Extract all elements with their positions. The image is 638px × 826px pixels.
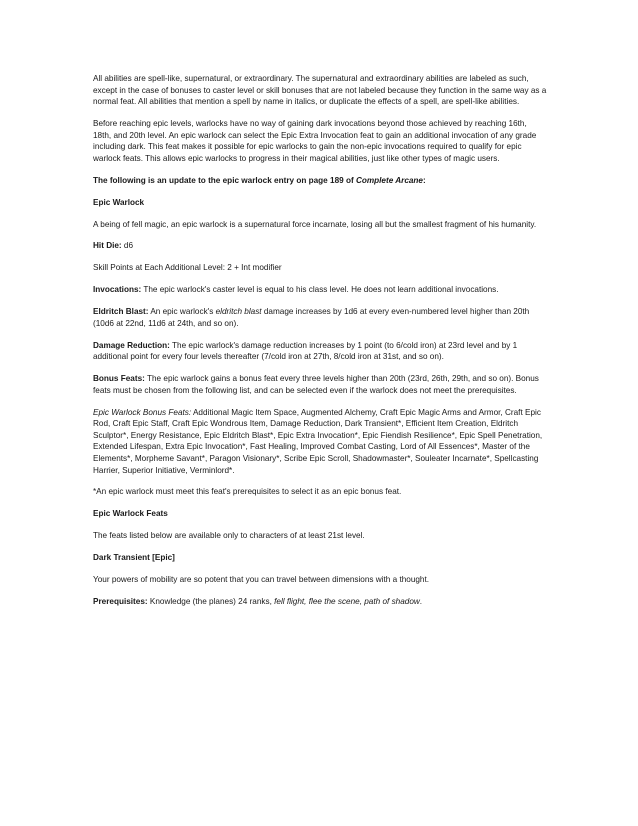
invocations-paragraph [93,284,547,296]
update-suffix: : [423,175,426,185]
bonus-feats-list-label: Epic Warlock Bonus Feats: [93,407,192,417]
eldritch-blast-label: Eldritch Blast: [93,307,149,317]
damage-reduction-text: The epic warlock's damage reduction increases by 1 point (to 6/cold iron) at 23rd level and by 1 additional point for every four levels thereafter (7/cold iron at 27th, 8/cold iron at 31st, and so on). [93,340,518,362]
epic-warlock-feats-description: The feats listed below are available only to characters of at least 21st level. [93,531,365,541]
eldritch-blast-paragraph [93,306,547,329]
eldritch-blast-spell: eldritch blast [215,307,262,317]
invocations-text: The epic warlock's caster level is equal to his class level. He does not learn additional invocations. [141,285,499,295]
prerequisites-pre: Knowledge (the planes) 24 ranks, [147,596,275,606]
update-prefix: The following is an update to the epic warlock entry on page 189 of [93,175,356,185]
invocations-label: Invocations: [93,285,142,295]
prerequisites-paragraph [93,596,547,608]
bonus-feats-label: Bonus Feats: [93,374,145,384]
bonus-feats-list-text: Additional Magic Item Space, Augmented Alchemy, Craft Epic Magic Arms and Armor, Craft Epic Rod, Craft Epic Staff, Craft Epic Wondrous Item, Damage Reduction, Dark Transient*, Efficient Item Creation, Eldritch Sculptor*, Energy Resistance, Epic Eldritch Blast*, Epic Extra Invocation*, Epic Fiendish Resilience*, Epic Spell Penetration, Extended Lifespan, Extra Epic Invocation*, Fast Healing, Improved Combat Casting, Lord of All Essences*, Master of the Elements*, Morpheme Savant*, Paragon Visionary*, Scribe Epic Scroll, Shadowmaster*, Souleater Incarnate*, Spellcasting Harrier, Superior Initiative, Verminlord*. [93,407,543,475]
update-note [93,175,547,187]
damage-reduction-label: Damage Reduction: [93,340,170,350]
epic-warlock-description: A being of fell magic, an epic warlock is a supernatural force incarnate, losing all but the smallest fragment of his humanity. [93,219,537,229]
dark-transient-heading: Dark Transient [Epic] [93,553,175,563]
prerequisites-invocations: fell flight, flee the scene, path of shadow [274,596,420,606]
prerequisites-label: Prerequisites: [93,596,148,606]
intro-paragraph: All abilities are spell-like, supernatural, or extraordinary. The supernatural and extraordinary abilities are labeled as such, except in the case of bonuses to caster level or skill bonuses that are not labeled because they function in the same way as a normal feat. All abilities that mention a spell by name in italics, or duplicate the effects of a spell, are spell-like abilities. [93,74,547,107]
damage-reduction-paragraph [93,340,547,363]
skill-points-line: Skill Points at Each Additional Level: 2 + Int modifier [93,263,282,273]
bonus-feats-paragraph [93,373,547,396]
epic-warlock-heading: Epic Warlock [93,197,145,207]
bonus-feats-text: The epic warlock gains a bonus feat every three levels higher than 20th (23rd, 26th, 29th, and so on). Bonus feats must be chosen from the following list, and can be selected even if the warlock does not meet the prerequisites. [93,374,539,395]
footnote: *An epic warlock must meet this feat's prerequisites to select it as an epic bonus feat. [93,487,402,497]
bonus-feats-list [93,407,547,477]
eldritch-blast-post: damage increases by 1d6 at every even-numbered level higher than 20th (10d6 at 22nd, 11d6 at 24th, and so on). [93,307,530,328]
epic-levels-paragraph: Before reaching epic levels, warlocks have no way of gaining dark invocations beyond those achieved by reaching 16th, 18th, and 20th level. An epic warlock can select the Epic Extra Invocation feat to gain an additional invocation of any grade including dark. This feat makes it possible for epic warlocks to gain the non-epic invocations required to qualify for epic warlock feats. This allows epic warlocks to progress in their magical abilities, just like other types of magic users. [93,119,537,163]
hit-die-value: d6 [121,241,134,251]
dark-transient-description: Your powers of mobility are so potent that you can travel between dimensions with a thought. [93,574,430,584]
eldritch-blast-pre: An epic warlock's [148,307,216,317]
hit-die-line [93,240,547,252]
document-page [93,73,547,618]
epic-warlock-feats-heading: Epic Warlock Feats [93,509,168,519]
update-book-title: Complete Arcane [355,175,423,185]
hit-die-label: Hit Die: [93,241,122,251]
prerequisites-post: . [419,596,423,606]
